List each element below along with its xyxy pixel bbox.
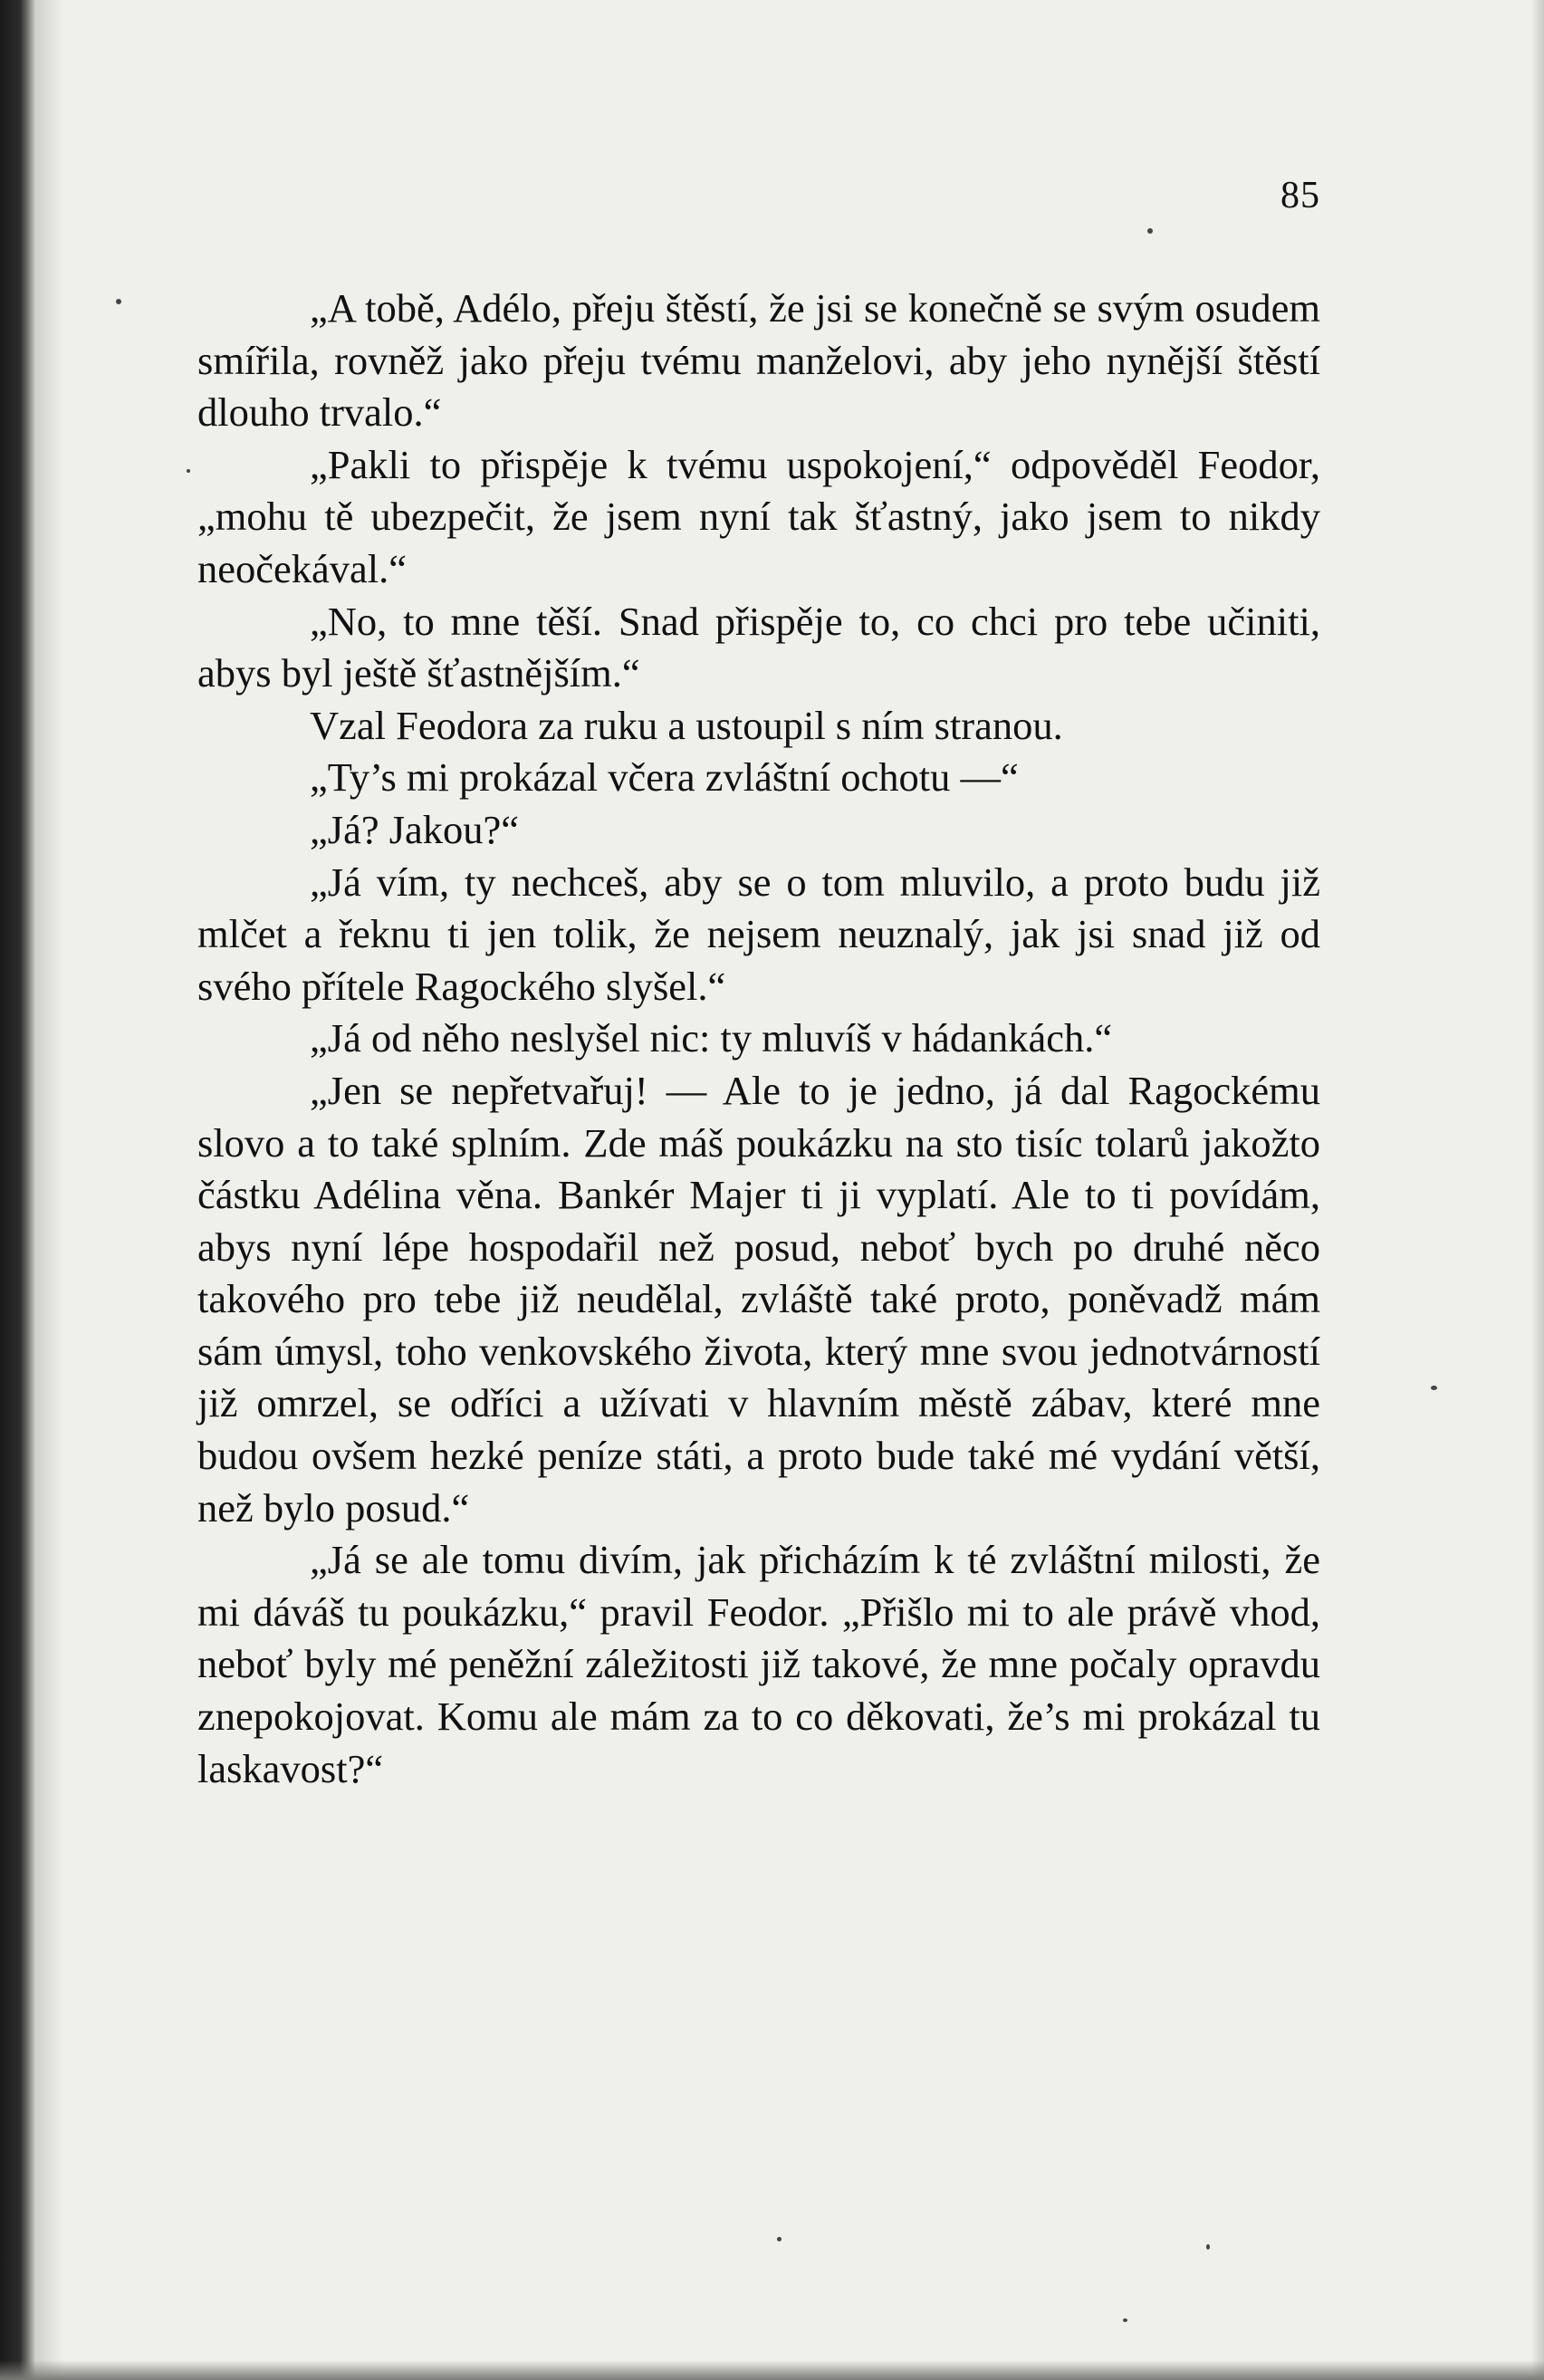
paragraph: Vzal Feodora za ruku a ustoupil s ním stranou. xyxy=(310,702,1063,748)
bottom-edge-shade xyxy=(0,2360,1544,2380)
paper-speck xyxy=(1123,2318,1127,2322)
paragraph: „Ty’s mi prokázal včera zvláštní ochotu —“ xyxy=(310,754,1019,801)
paper-speck xyxy=(116,299,121,304)
gutter-shade xyxy=(36,0,63,2380)
paragraph: „Já se ale tomu divím, jak přicházím k té zvláštní milosti, že mi dáváš tu poukázku,“ pravil Feodor. „Přišlo mi to ale právě vhod, neboť byly mé peněžní záležitosti již takové, že mne počaly opravdu znepokojovat. Komu ale mám za to co děkovati, že’s mi prokázal tu laskavost?“ xyxy=(197,1537,1320,1791)
paper-speck xyxy=(1206,2244,1210,2250)
paper-speck xyxy=(187,469,190,473)
paper-speck xyxy=(1431,1386,1437,1390)
paper-speck xyxy=(1147,228,1153,234)
paragraph: „No, to mne těší. Snad přispěje to, co chci pro tebe učiniti, abys byl ještě šťastnějším.“ xyxy=(197,598,1320,696)
paragraph: „Já? Jakou?“ xyxy=(310,806,520,852)
paragraph: „Jen se nepřetvařuj! — Ale to je jedno, já dal Ragockému slovo a to také splním. Zde máš poukázku na sto tisíc tolarů jakožto částku Adélina věna. Bankér Majer ti ji vyplatí. Ale to ti povídám, abys nyní lépe hospodařil než posud, neboť bych po druhé něco takového pro tebe již neudělal, zvláště také proto, poněvadž mám sám úmysl, toho venkovského života, který mne svou jednotvárností již omrzel, se odříci a užívati v hlavním městě zábav, které mne budou ovšem hezké peníze státi, a proto bude také mé vydání větší, než bylo posud.“ xyxy=(197,1067,1320,1531)
right-edge-shade xyxy=(1531,0,1544,2380)
paragraph: „Já vím, ty nechceš, aby se o tom mluvilo, a proto budu již mlčet a řeknu ti jen tolik, že nejsem neuznalý, jak jsi snad již od svého přítele Ragockého slyšel.“ xyxy=(197,859,1320,1009)
body-text xyxy=(197,283,1320,1795)
paragraph: „Pakli to přispěje k tvému uspokojení,“ odpověděl Feodor, „mohu tě ubezpečit, že jsem nyní tak šťastný, jako jsem to nikdy neočekával.“ xyxy=(197,441,1320,591)
binding-shadow xyxy=(0,0,36,2380)
paragraph: „A tobě, Adélo, přeju štěstí, že jsi se konečně se svým osudem smířila, rovněž jako přeju tvému manželovi, aby jeho nynější štěstí dlouho trvalo.“ xyxy=(197,285,1320,436)
paper-speck xyxy=(777,2237,782,2241)
page-number: 85 xyxy=(1280,175,1320,216)
paragraph: „Já od něho neslyšel nic: ty mluvíš v hádankách.“ xyxy=(310,1015,1113,1061)
